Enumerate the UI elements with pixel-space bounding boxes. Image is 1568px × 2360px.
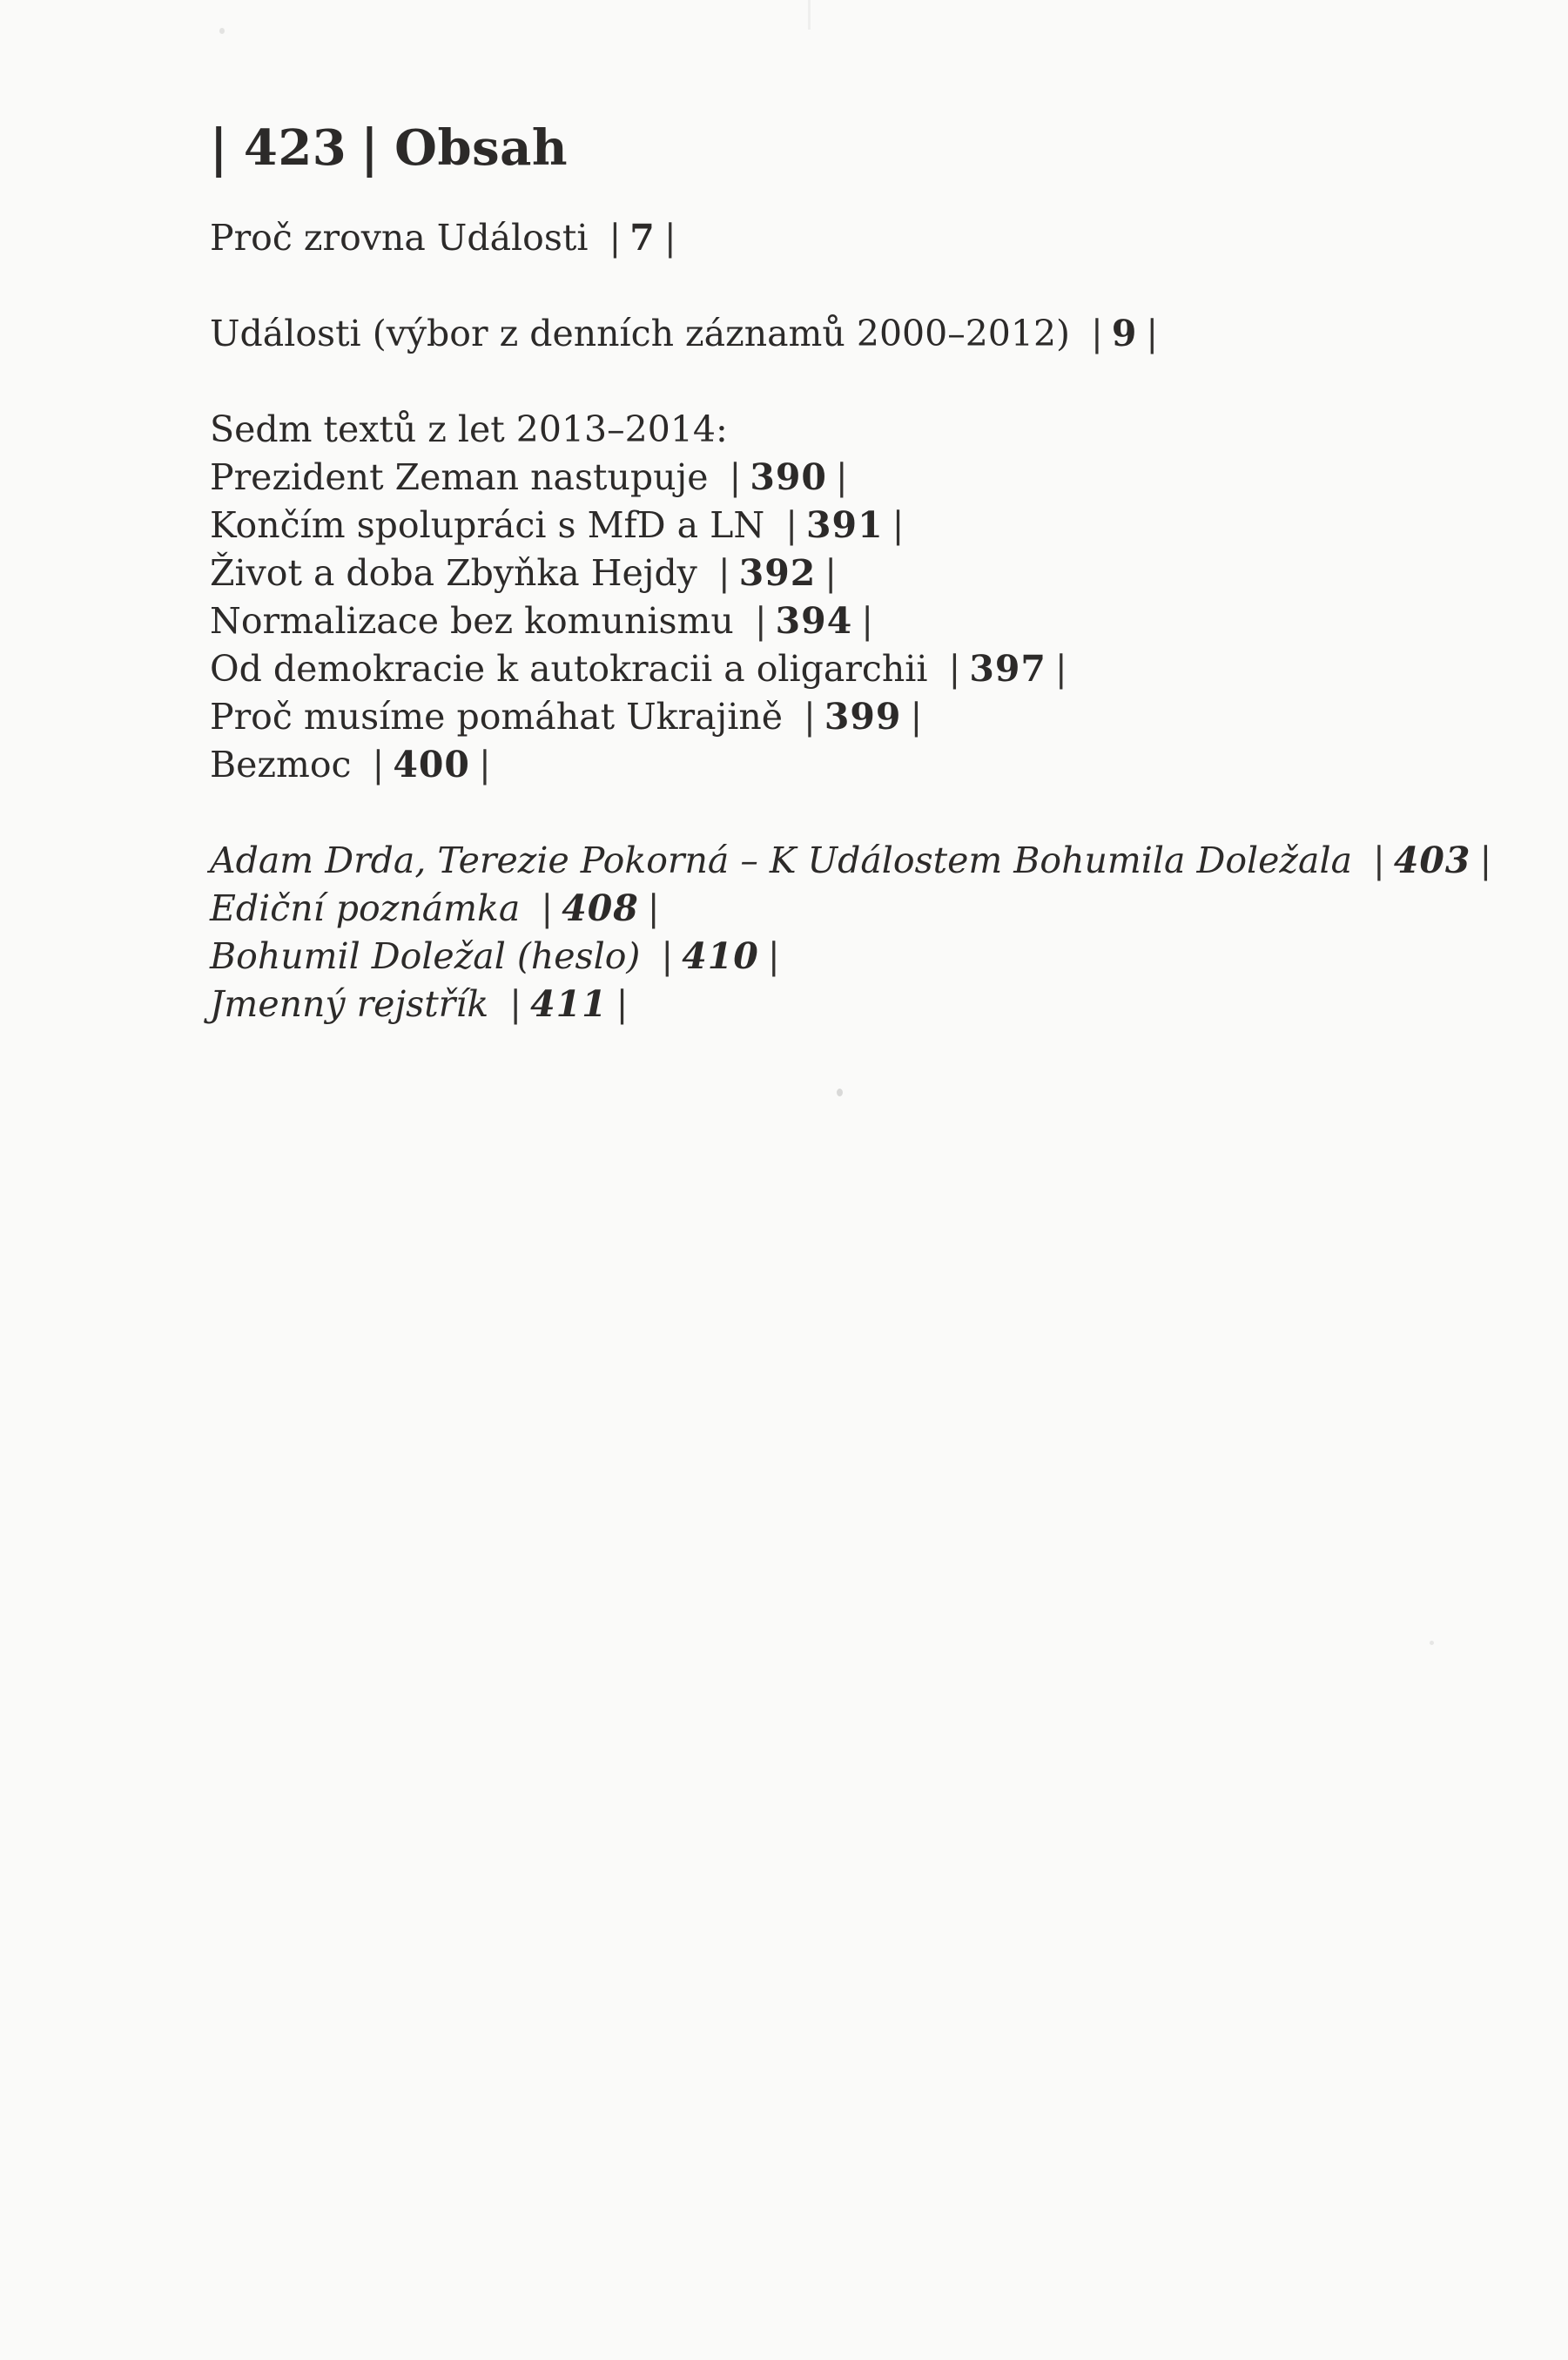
page-title: Obsah: [394, 119, 569, 177]
toc-entry: [210, 837, 1492, 885]
table-of-contents: [210, 214, 1492, 1028]
page-bar-icon: |: [661, 935, 674, 977]
toc-entry-page-number: 411: [530, 983, 608, 1025]
page-bar-icon: |: [835, 456, 848, 498]
toc-group: [210, 406, 1472, 789]
toc-entry: [210, 741, 1472, 789]
toc-group: [210, 310, 1472, 358]
page-bar-icon: |: [541, 887, 554, 929]
page-bar-icon: |: [616, 983, 629, 1025]
page-bar-icon: |: [861, 600, 874, 642]
toc-entry-pageref: [541, 887, 659, 929]
toc-entry-page-number: 408: [562, 887, 639, 929]
toc-entry: [210, 550, 1472, 597]
toc-group: [210, 214, 1472, 262]
page-bar-icon: |: [785, 504, 798, 546]
toc-group-heading: Sedm textů z let 2013–2014:: [210, 408, 728, 450]
page-bar-icon: |: [824, 552, 838, 594]
scan-speckle: [808, 0, 811, 30]
page-bar-icon: |: [609, 217, 622, 259]
toc-entry-pageref: [609, 217, 676, 259]
toc-entry: [210, 885, 1472, 933]
toc-entry-title: Končím spolupráci s MfD a LN: [210, 504, 765, 546]
page-bar-icon: |: [509, 983, 522, 1025]
page-bar-icon: |: [647, 887, 660, 929]
toc-entry-page-number: 394: [775, 600, 853, 642]
toc-entry: [210, 645, 1472, 693]
page-bar-icon: |: [717, 552, 730, 594]
header-bar-right: |: [360, 118, 380, 179]
scan-speckle: [1430, 1641, 1434, 1645]
toc-entry: [210, 933, 1472, 981]
toc-entry-pageref: [785, 504, 904, 546]
toc-entry-page-number: 391: [806, 504, 884, 546]
toc-entry-page-number: 9: [1111, 313, 1138, 354]
toc-entry-pageref: [661, 935, 779, 977]
page-bar-icon: |: [948, 648, 961, 690]
page-bar-icon: |: [1091, 313, 1103, 354]
toc-entry-pageref: [804, 696, 922, 738]
toc-entry-title: Bohumil Doležal (heslo): [210, 935, 641, 977]
page-bar-icon: |: [754, 600, 767, 642]
toc-entry-title: Bezmoc: [210, 744, 352, 786]
page-bar-icon: |: [372, 744, 385, 786]
page-bar-icon: |: [892, 504, 905, 546]
toc-entry: [210, 310, 1472, 358]
header-page-number: 423: [243, 119, 347, 177]
toc-entry-title: Proč musíme pomáhat Ukrajině: [210, 696, 784, 738]
toc-entry-page-number: 400: [393, 744, 470, 786]
toc-entry-pageref: [755, 600, 873, 642]
toc-group: [210, 837, 1492, 1028]
toc-entry-title: Adam Drda, Terezie Pokorná – K Událostem Bohumila Doležala: [210, 839, 1353, 881]
toc-entry-title: Proč zrovna Události: [210, 217, 589, 259]
toc-entry: [210, 502, 1472, 550]
toc-entry-pageref: [730, 456, 848, 498]
toc-entry-title: Prezident Zeman nastupuje: [210, 456, 709, 498]
toc-entry: [210, 214, 1472, 262]
scan-speckle: [837, 1089, 843, 1096]
toc-entry-page-number: 397: [969, 648, 1046, 690]
toc-entry: [210, 597, 1472, 645]
toc-entry-pageref: [509, 983, 628, 1025]
header-bar-left: |: [210, 118, 228, 179]
page-bar-icon: |: [910, 696, 923, 738]
toc-entry-page-number: 403: [1393, 839, 1471, 881]
toc-entry-page-number: 390: [750, 456, 827, 498]
toc-entry-title: Život a doba Zbyňka Hejdy: [210, 552, 697, 594]
page-bar-icon: |: [767, 935, 780, 977]
page-header: [210, 118, 1472, 179]
page-bar-icon: |: [663, 217, 676, 259]
toc-entry-title: Události (výbor z denních záznamů 2000–2012): [210, 313, 1071, 354]
toc-entry-page-number: 392: [738, 552, 817, 594]
toc-entry-pageref: [1373, 839, 1491, 881]
page-bar-icon: |: [1373, 839, 1385, 881]
toc-entry-page-number: 410: [682, 935, 759, 977]
page-bar-icon: |: [1146, 313, 1159, 354]
scan-speckle: [219, 28, 225, 34]
toc-entry-title: Ediční poznámka: [210, 887, 521, 929]
toc-entry-pageref: [948, 648, 1067, 690]
toc-entry-page-number: 399: [824, 696, 902, 738]
toc-entry-pageref: [1091, 313, 1158, 354]
toc-entry: [210, 693, 1472, 741]
toc-entry: [210, 454, 1472, 502]
toc-entry-pageref: [718, 552, 837, 594]
toc-entry-title: Jmenný rejstřík: [210, 983, 489, 1025]
toc-entry-pageref: [373, 744, 491, 786]
page-bar-icon: |: [1054, 648, 1067, 690]
toc-entry-title: Normalizace bez komunismu: [210, 600, 734, 642]
page-bar-icon: |: [804, 696, 816, 738]
toc-entry: [210, 981, 1472, 1028]
page-bar-icon: |: [1479, 839, 1492, 881]
toc-entry-title: Od demokracie k autokracii a oligarchii: [210, 648, 928, 690]
page-bar-icon: |: [478, 744, 491, 786]
page-bar-icon: |: [729, 456, 742, 498]
toc-entry-page-number: 7: [629, 217, 656, 259]
